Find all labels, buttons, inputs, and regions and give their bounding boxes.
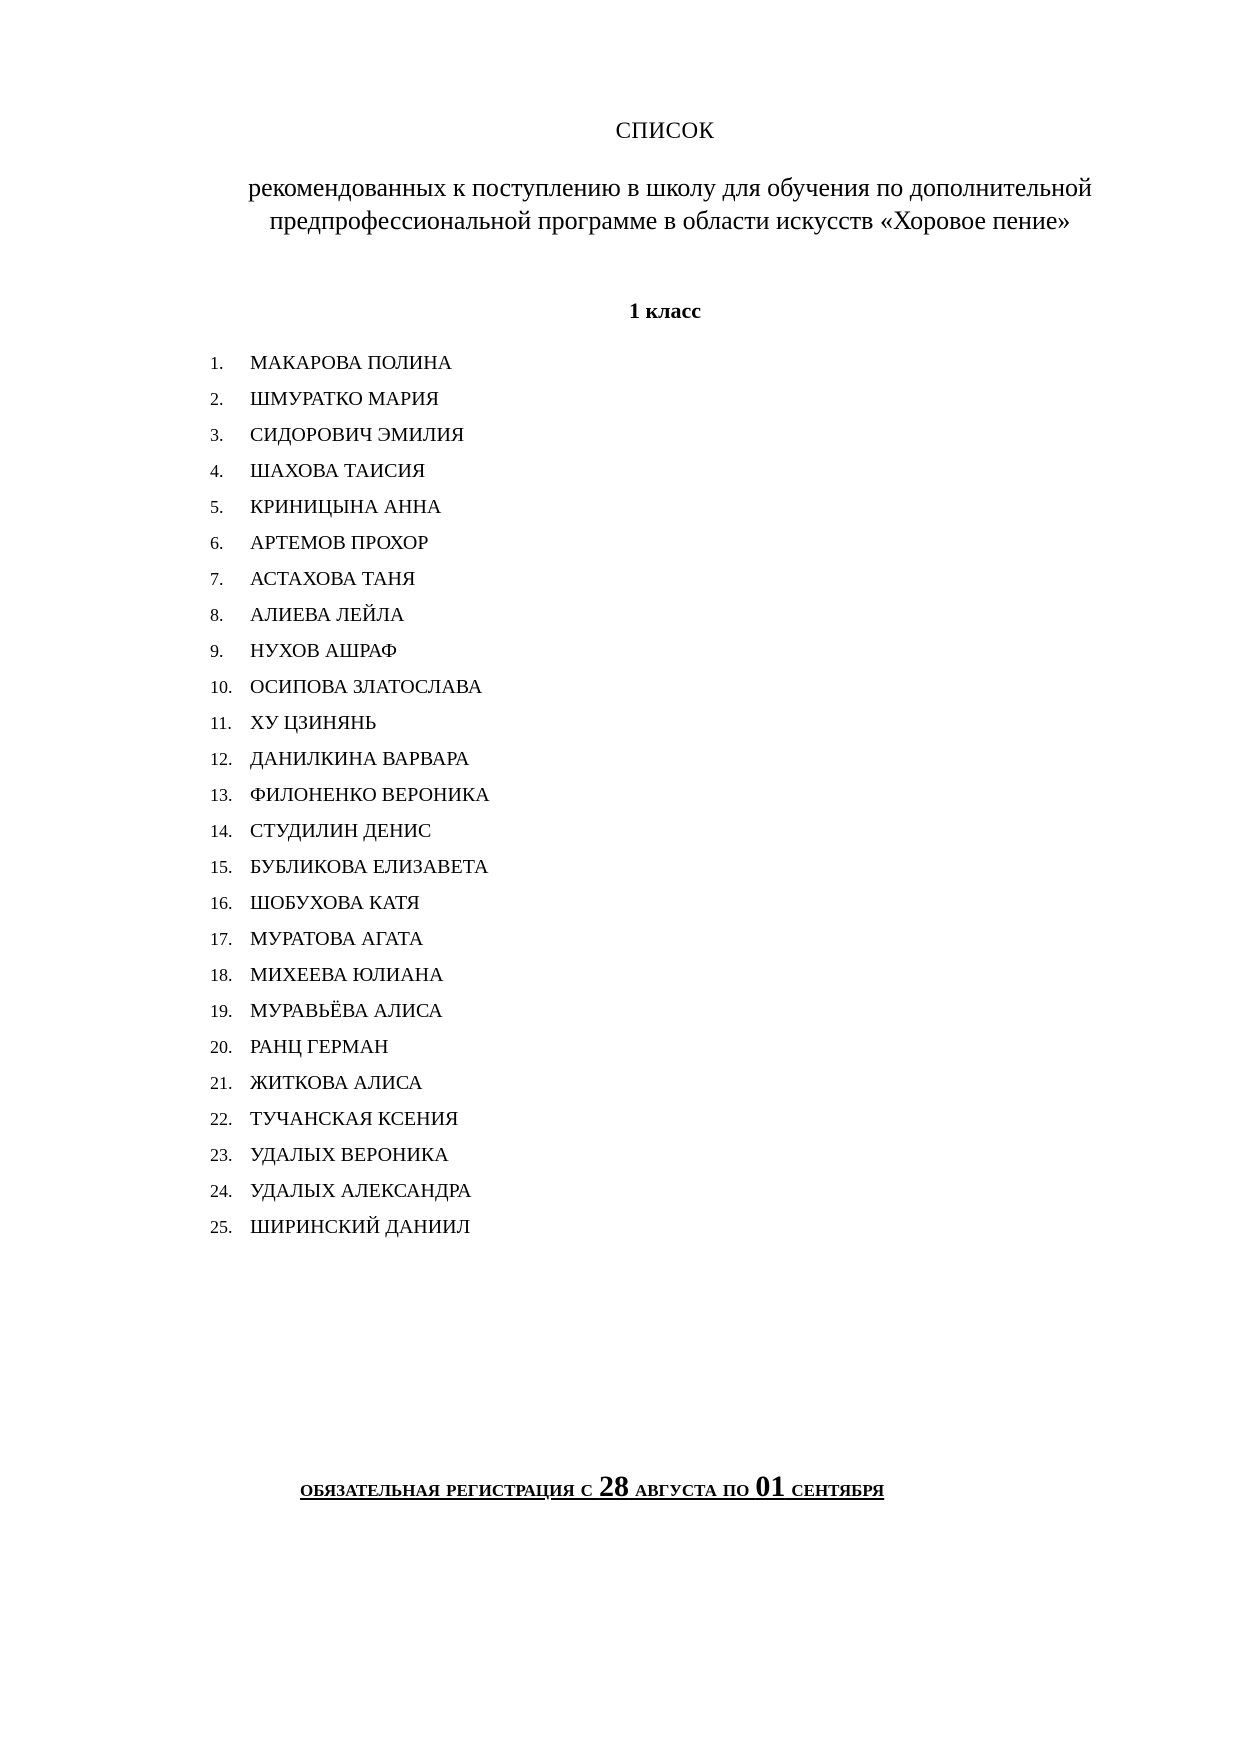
registration-middle: августа по — [628, 1476, 756, 1502]
registration-start-day: 28 — [598, 1470, 629, 1503]
student-name: МУРАВЬЁВА АЛИСА — [250, 1000, 443, 1022]
student-name: ФИЛОНЕНКО ВЕРОНИКА — [250, 784, 490, 806]
student-name: РАНЦ ГЕРМАН — [250, 1036, 389, 1058]
student-name: ХУ ЦЗИНЯНЬ — [250, 712, 377, 734]
student-list-item — [210, 1142, 490, 1178]
student-number: 6. — [210, 533, 224, 553]
student-number: 4. — [210, 461, 224, 481]
student-list-item — [210, 818, 490, 854]
student-list-item — [210, 1214, 490, 1250]
student-list-item — [210, 1178, 490, 1214]
page-title: СПИСОК — [615, 118, 715, 143]
student-list-item — [210, 890, 490, 926]
student-list-item — [210, 602, 490, 638]
student-number: 8. — [210, 605, 224, 625]
student-number: 21. — [210, 1073, 233, 1093]
student-list-item — [210, 458, 490, 494]
student-list-item — [210, 494, 490, 530]
student-list-item — [210, 350, 490, 386]
registration-prefix: обязательная регистрация с — [300, 1476, 599, 1502]
student-number: 23. — [210, 1145, 233, 1165]
student-name: ДАНИЛКИНА ВАРВАРА — [250, 748, 470, 770]
student-number: 2. — [210, 389, 224, 409]
student-name: АЛИЕВА ЛЕЙЛА — [250, 604, 405, 626]
student-list-item — [210, 926, 490, 962]
student-name: АСТАХОВА ТАНЯ — [250, 568, 416, 590]
student-list-item — [210, 1106, 490, 1142]
student-list-item — [210, 674, 490, 710]
student-list-item — [210, 1034, 490, 1070]
student-number: 25. — [210, 1217, 233, 1237]
student-name: ОСИПОВА ЗЛАТОСЛАВА — [250, 676, 483, 698]
subtitle-line-1: рекомендованных к поступлению в школу для обучения по дополнительной — [248, 173, 1092, 202]
student-number: 7. — [210, 569, 224, 589]
student-name: УДАЛЫХ ВЕРОНИКА — [250, 1144, 449, 1166]
student-name: ТУЧАНСКАЯ КСЕНИЯ — [250, 1108, 459, 1130]
student-name: КРИНИЦЫНА АННА — [250, 496, 442, 518]
student-number: 24. — [210, 1181, 233, 1201]
student-name: БУБЛИКОВА ЕЛИЗАВЕТА — [250, 856, 489, 878]
student-number: 1. — [210, 353, 224, 373]
subtitle — [170, 171, 1170, 237]
student-name: МУРАТОВА АГАТА — [250, 928, 424, 950]
student-name: ШАХОВА ТАИСИЯ — [250, 460, 426, 482]
student-number: 18. — [210, 965, 233, 985]
student-name: УДАЛЫХ АЛЕКСАНДРА — [250, 1180, 472, 1202]
student-list-item — [210, 710, 490, 746]
student-number: 19. — [210, 1001, 233, 1021]
student-name: МАКАРОВА ПОЛИНА — [250, 352, 453, 374]
student-number: 13. — [210, 785, 233, 805]
student-list-item — [210, 566, 490, 602]
student-name: СИДОРОВИЧ ЭМИЛИЯ — [250, 424, 465, 446]
student-list-item — [210, 386, 490, 422]
student-number: 17. — [210, 929, 233, 949]
student-number: 22. — [210, 1109, 233, 1129]
registration-suffix: сентября — [785, 1476, 885, 1502]
student-number: 20. — [210, 1037, 233, 1057]
student-number: 10. — [210, 677, 233, 697]
subtitle-line-2: предпрофессиональной программе в области искусств «Хоровое пение» — [269, 206, 1071, 235]
student-number: 3. — [210, 425, 224, 445]
registration-end-day: 01 — [755, 1470, 786, 1503]
student-name: СТУДИЛИН ДЕНИС — [250, 820, 432, 842]
student-list-item — [210, 998, 490, 1034]
student-list-item — [210, 530, 490, 566]
student-number: 11. — [210, 713, 232, 733]
student-list — [210, 350, 490, 1250]
student-number: 15. — [210, 857, 233, 877]
student-name: НУХОВ АШРАФ — [250, 640, 397, 662]
student-number: 14. — [210, 821, 233, 841]
student-number: 9. — [210, 641, 224, 661]
student-list-item — [210, 962, 490, 998]
student-list-item — [210, 854, 490, 890]
student-name: ШОБУХОВА КАТЯ — [250, 892, 420, 914]
student-list-item — [210, 1070, 490, 1106]
registration-notice — [300, 1470, 884, 1504]
class-heading: 1 класс — [628, 298, 702, 323]
student-list-item — [210, 782, 490, 818]
student-list-item — [210, 746, 490, 782]
student-name: АРТЕМОВ ПРОХОР — [250, 532, 429, 554]
student-name: ЖИТКОВА АЛИСА — [250, 1072, 423, 1094]
student-number: 5. — [210, 497, 224, 517]
student-number: 12. — [210, 749, 233, 769]
student-list-item — [210, 638, 490, 674]
student-name: ШИРИНСКИЙ ДАНИИЛ — [250, 1216, 471, 1238]
student-list-item — [210, 422, 490, 458]
student-name: МИХЕЕВА ЮЛИАНА — [250, 964, 444, 986]
student-number: 16. — [210, 893, 233, 913]
student-name: ШМУРАТКО МАРИЯ — [250, 388, 440, 410]
